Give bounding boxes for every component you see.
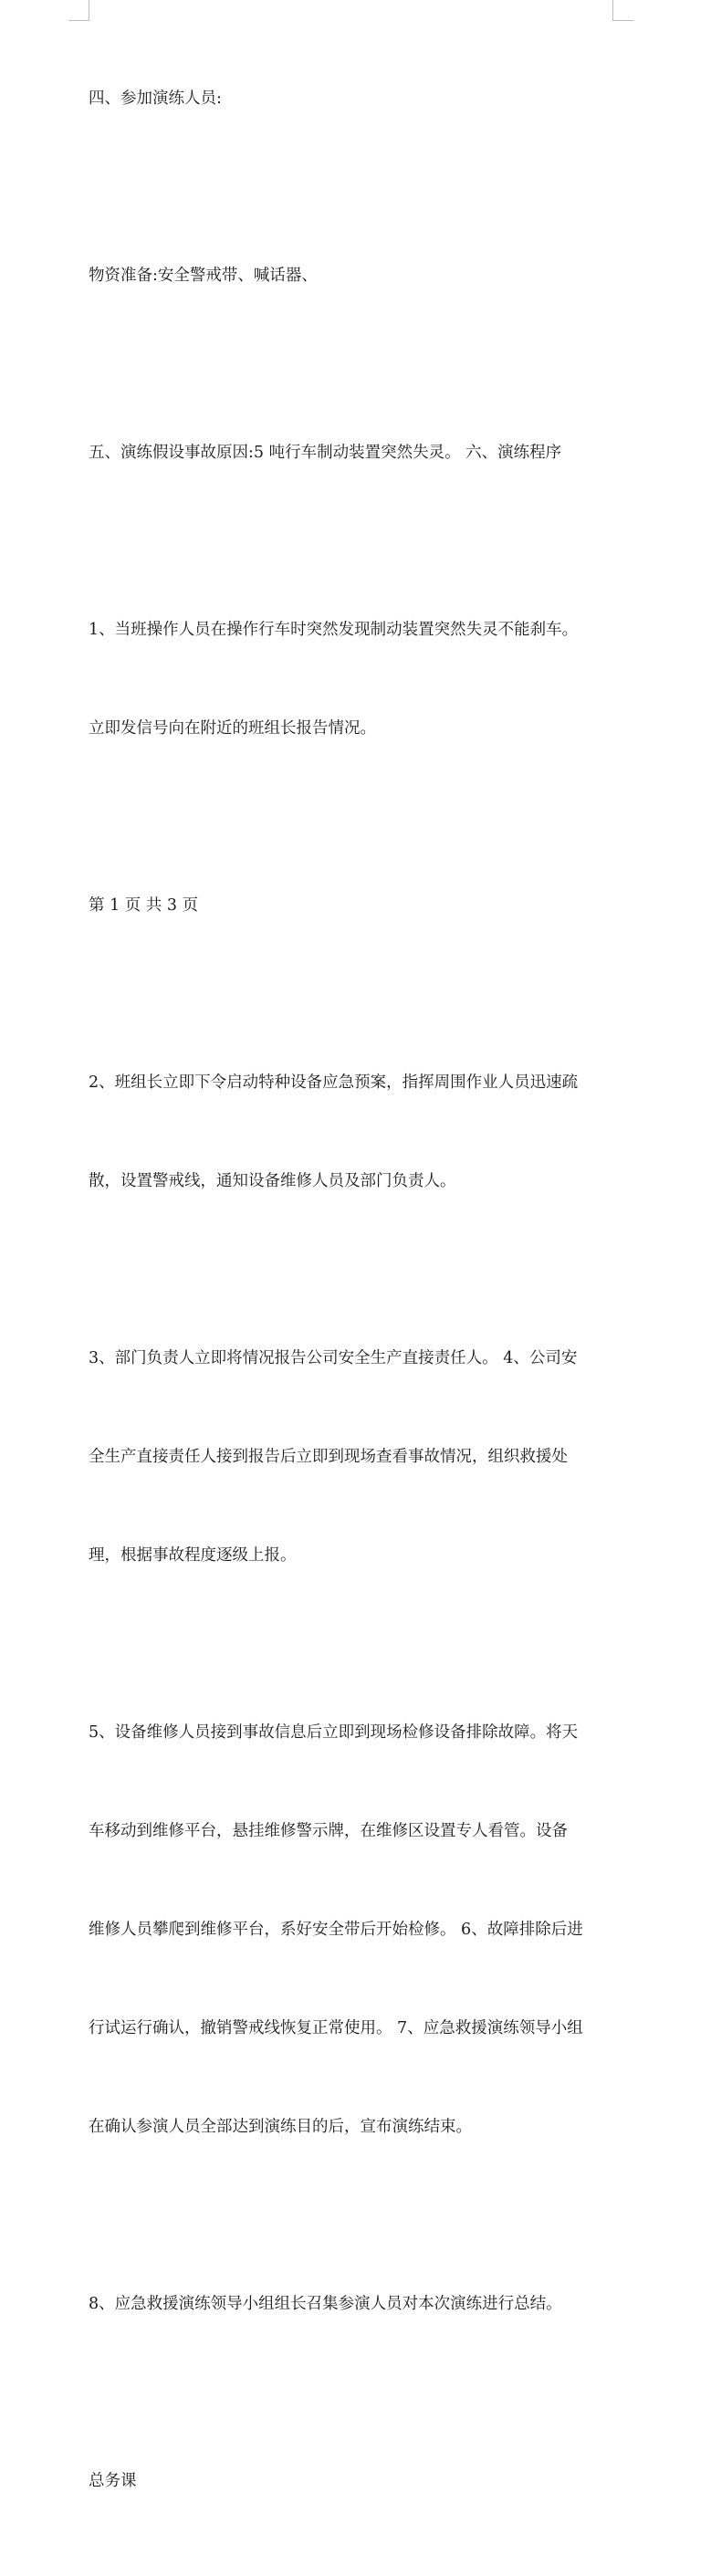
- paragraph-step-5-7: [89, 1650, 618, 2209]
- text-line: 5、设备维修人员接到事故信息后立即到现场检修设备排除故障。将天: [89, 1723, 579, 1742]
- text-line: 在确认参演人员全部达到演练目的后，宣布演练结束。: [89, 2118, 472, 2136]
- paragraph-step-2: [89, 1000, 618, 1263]
- paragraph-step-3-4: [89, 1276, 618, 1638]
- text-line: 立即发信号向在附近的班组长报告情况。: [89, 719, 376, 738]
- paragraph-department: [89, 2399, 618, 2563]
- text-line: 2、班组长立即下令启动特种设备应急预案，指挥周围作业人员迅速疏: [89, 1073, 579, 1092]
- paragraph-materials: [89, 194, 618, 358]
- text-line: 8、应急救援演练领导小组组长召集参演人员对本次演练进行总结。: [89, 2295, 562, 2313]
- paragraph-step-1: [89, 548, 618, 811]
- paragraph-step-8: [89, 2222, 618, 2386]
- text-line: 物资准备:安全警戒带、喊话器、: [89, 267, 318, 285]
- paragraph-accident-cause: [89, 371, 618, 535]
- text-line: 全生产直接责任人接到报告后立即到现场查看事故情况，组织救援处: [89, 1448, 568, 1466]
- text-line: 理，根据事故程度逐级上报。: [89, 1546, 297, 1565]
- text-line: 五、演练假设事故原因:5 吨行车制动装置突然失灵。 六、演练程序: [89, 444, 562, 462]
- page-number: [89, 823, 618, 988]
- text-line: 四、参加演练人员:: [89, 89, 222, 108]
- paragraph-participants: [89, 16, 618, 181]
- document-body: [89, 16, 618, 2576]
- text-line: 第 1 页 共 3 页: [89, 896, 199, 915]
- text-line: 1、当班操作人员在操作行车时突然发现制动装置突然失灵不能刹车。: [89, 621, 579, 639]
- text-line: 维修人员攀爬到维修平台，系好安全带后开始检修。 6、故障排除后进: [89, 1921, 583, 1939]
- text-line: 总务课: [89, 2472, 137, 2490]
- text-line: 散，设置警戒线，通知设备维修人员及部门负责人。: [89, 1172, 456, 1190]
- crop-mark-top-left: [68, 0, 89, 21]
- text-line: 行试运行确认，撤销警戒线恢复正常使用。 7、应急救援演练领导小组: [89, 2019, 583, 2037]
- text-line: 3、部门负责人立即将情况报告公司安全生产直接责任人。 4、公司安: [89, 1349, 578, 1367]
- text-line: 车移动到维修平台，悬挂维修警示牌，在维修区设置专人看管。设备: [89, 1822, 568, 1840]
